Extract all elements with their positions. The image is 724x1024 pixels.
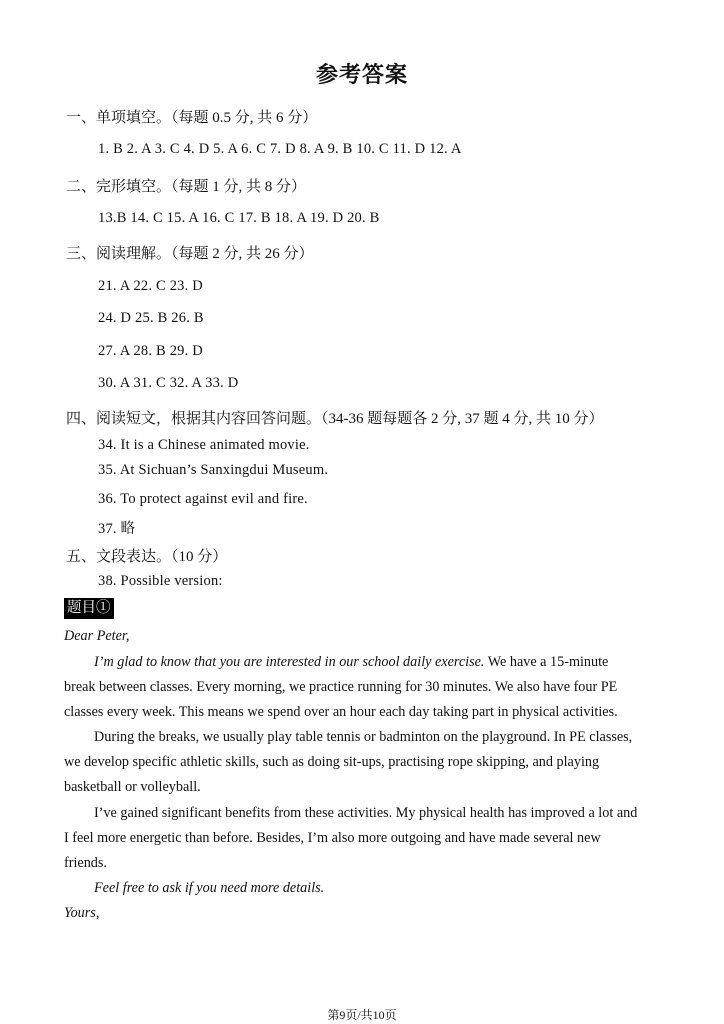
answer-line: 35. At Sichuan’s Sanxingdui Museum.	[98, 462, 329, 478]
letter-paragraph-line: I feel more energetic than before. Besides, I’m also more outgoing and have made several new	[64, 830, 601, 846]
answer-line: 27. A 28. B 29. D	[98, 343, 203, 359]
letter-signoff: Yours,	[64, 905, 100, 921]
answer-line: 38. Possible version:	[98, 573, 223, 589]
section-heading-reading: 三、阅读理解。（每题 2 分, 共 26 分）	[66, 246, 314, 262]
letter-paragraph-line: basketball or volleyball.	[64, 779, 201, 795]
answer-line: 13.B 14. C 15. A 16. C 17. B 18. A 19. D 20. B	[98, 210, 380, 226]
letter-italic-opening: I’m glad to know that you are interested in our school daily exercise.	[94, 654, 485, 670]
answer-line: 21. A 22. C 23. D	[98, 278, 203, 294]
answer-line: 30. A 31. C 32. A 33. D	[98, 375, 239, 391]
letter-paragraph-line	[94, 654, 608, 671]
page-title: 参考答案	[315, 62, 408, 87]
section-heading-writing: 五、文段表达。（10 分）	[66, 549, 228, 565]
letter-paragraph-line: friends.	[64, 855, 107, 871]
answer-line: 34. It is a Chinese animated movie.	[98, 437, 310, 453]
letter-paragraph-line: break between classes. Every morning, we practice running for 30 minutes. We also have four PE	[64, 679, 618, 695]
letter-salutation: Dear Peter,	[64, 628, 130, 644]
letter-paragraph-line: During the breaks, we usually play table tennis or badminton on the playground. In PE classes,	[94, 729, 633, 745]
answer-line: 1. B 2. A 3. C 4. D 5. A 6. C 7. D 8. A 9. B 10. C 11. D 12. A	[98, 141, 462, 157]
section-heading-cloze: 二、完形填空。（每题 1 分, 共 8 分）	[66, 179, 307, 195]
letter-text: We have a 15-minute	[484, 654, 609, 670]
answer-line: 24. D 25. B 26. B	[98, 310, 204, 326]
letter-paragraph-line: we develop specific athletic skills, such as doing sit-ups, practising rope skipping, and playing	[64, 754, 600, 770]
page-number: 第9页/共10页	[327, 1008, 397, 1022]
answer-line: 37. 略	[98, 521, 136, 537]
letter-closing-line: Feel free to ask if you need more details.	[94, 880, 325, 896]
letter-paragraph-line: I’ve gained significant benefits from these activities. My physical health has improved a lot and	[94, 805, 638, 821]
section-heading-single-choice: 一、单项填空。（每题 0.5 分, 共 6 分）	[66, 110, 318, 126]
topic-label: 题目①	[64, 598, 114, 619]
answer-line: 36. To protect against evil and fire.	[98, 491, 308, 507]
section-heading-short-answer: 四、阅读短文，根据其内容回答问题。（34-36 题每题各 2 分, 37 题 4 分, 共 10 分）	[66, 411, 604, 427]
letter-paragraph-line: classes every week. This means we spend over an hour each day taking part in physical activities.	[64, 704, 618, 720]
